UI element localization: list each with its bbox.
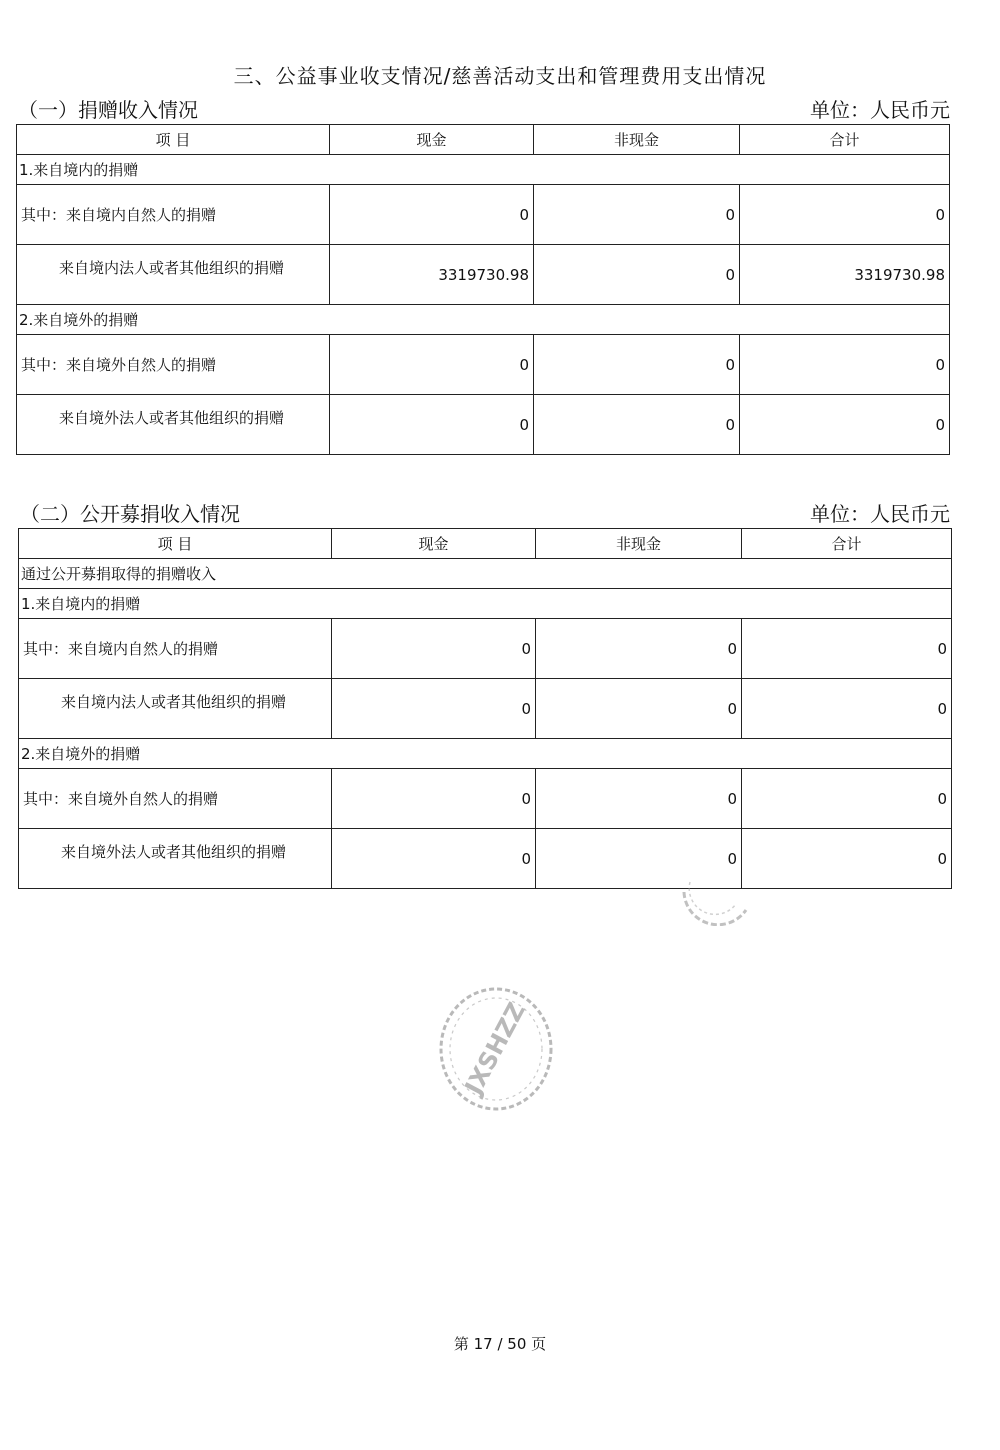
- table-row: [17, 185, 950, 245]
- section2-heading: （二）公开募捐收入情况: [20, 502, 240, 526]
- row-label: 来自境外法人或者其他组织的捐赠: [19, 829, 332, 889]
- row-label: 其中：来自境内自然人的捐赠: [17, 185, 330, 245]
- row-label: 来自境外法人或者其他组织的捐赠: [17, 395, 330, 455]
- category-overseas: 2.来自境外的捐赠: [17, 305, 950, 335]
- table-row: [17, 395, 950, 455]
- row-label: 其中：来自境内自然人的捐赠: [19, 619, 332, 679]
- cash-value: 0: [330, 395, 534, 455]
- category-row: [19, 739, 952, 769]
- category-domestic: 1.来自境内的捐赠: [19, 589, 952, 619]
- cash-value: 0: [332, 679, 536, 739]
- row-label: 来自境内法人或者其他组织的捐赠: [19, 679, 332, 739]
- section2-unit: 单位：人民币元: [810, 502, 950, 526]
- col-header-total: 合计: [742, 529, 952, 559]
- table-row: [17, 245, 950, 305]
- row-label: 其中：来自境外自然人的捐赠: [19, 769, 332, 829]
- seal-stamp-text: JXSHZZ: [459, 997, 531, 1100]
- total-value: 0: [742, 679, 952, 739]
- donation-income-table: [16, 124, 950, 455]
- section1-header: [18, 94, 950, 122]
- cash-value: 0: [332, 619, 536, 679]
- noncash-value: 0: [534, 395, 740, 455]
- table-header-row: [17, 125, 950, 155]
- total-value: 3319730.98: [740, 245, 950, 305]
- noncash-value: 0: [536, 769, 742, 829]
- total-value: 0: [742, 769, 952, 829]
- section1-heading: （一）捐赠收入情况: [18, 98, 198, 122]
- col-header-item: 项 目: [17, 125, 330, 155]
- category-row: [17, 305, 950, 335]
- category-overseas: 2.来自境外的捐赠: [19, 739, 952, 769]
- category-row: [19, 559, 952, 589]
- noncash-value: 0: [534, 185, 740, 245]
- total-value: 0: [742, 619, 952, 679]
- category-public-fundraising: 通过公开募捐取得的捐赠收入: [19, 559, 952, 589]
- category-domestic: 1.来自境内的捐赠: [17, 155, 950, 185]
- cash-value: 3319730.98: [330, 245, 534, 305]
- section2-header: [20, 498, 950, 526]
- cash-value: 0: [330, 335, 534, 395]
- table-row: [17, 335, 950, 395]
- seal-stamp-partial: [676, 852, 756, 926]
- col-header-cash: 现金: [332, 529, 536, 559]
- page-number: 第 17 / 50 页: [453, 1335, 547, 1353]
- col-header-noncash: 非现金: [536, 529, 742, 559]
- table-row: [19, 829, 952, 889]
- noncash-value: 0: [534, 245, 740, 305]
- page-title: 三、公益事业收支情况/慈善活动支出和管理费用支出情况: [233, 64, 767, 88]
- total-value: 0: [742, 829, 952, 889]
- section1-unit: 单位：人民币元: [810, 98, 950, 122]
- total-value: 0: [740, 335, 950, 395]
- table-header-row: [19, 529, 952, 559]
- col-header-total: 合计: [740, 125, 950, 155]
- col-header-cash: 现金: [330, 125, 534, 155]
- cash-value: 0: [332, 769, 536, 829]
- table-row: [19, 619, 952, 679]
- noncash-value: 0: [534, 335, 740, 395]
- category-row: [17, 155, 950, 185]
- cash-value: 0: [330, 185, 534, 245]
- noncash-value: 0: [536, 829, 742, 889]
- public-fundraising-table: [18, 528, 952, 889]
- row-label: 其中：来自境外自然人的捐赠: [17, 335, 330, 395]
- noncash-value: 0: [536, 679, 742, 739]
- table-row: [19, 769, 952, 829]
- row-label: 来自境内法人或者其他组织的捐赠: [17, 245, 330, 305]
- total-value: 0: [740, 395, 950, 455]
- category-row: [19, 589, 952, 619]
- col-header-item: 项 目: [19, 529, 332, 559]
- table-row: [19, 679, 952, 739]
- col-header-noncash: 非现金: [534, 125, 740, 155]
- cash-value: 0: [332, 829, 536, 889]
- noncash-value: 0: [536, 619, 742, 679]
- total-value: 0: [740, 185, 950, 245]
- seal-stamp: [436, 984, 556, 1114]
